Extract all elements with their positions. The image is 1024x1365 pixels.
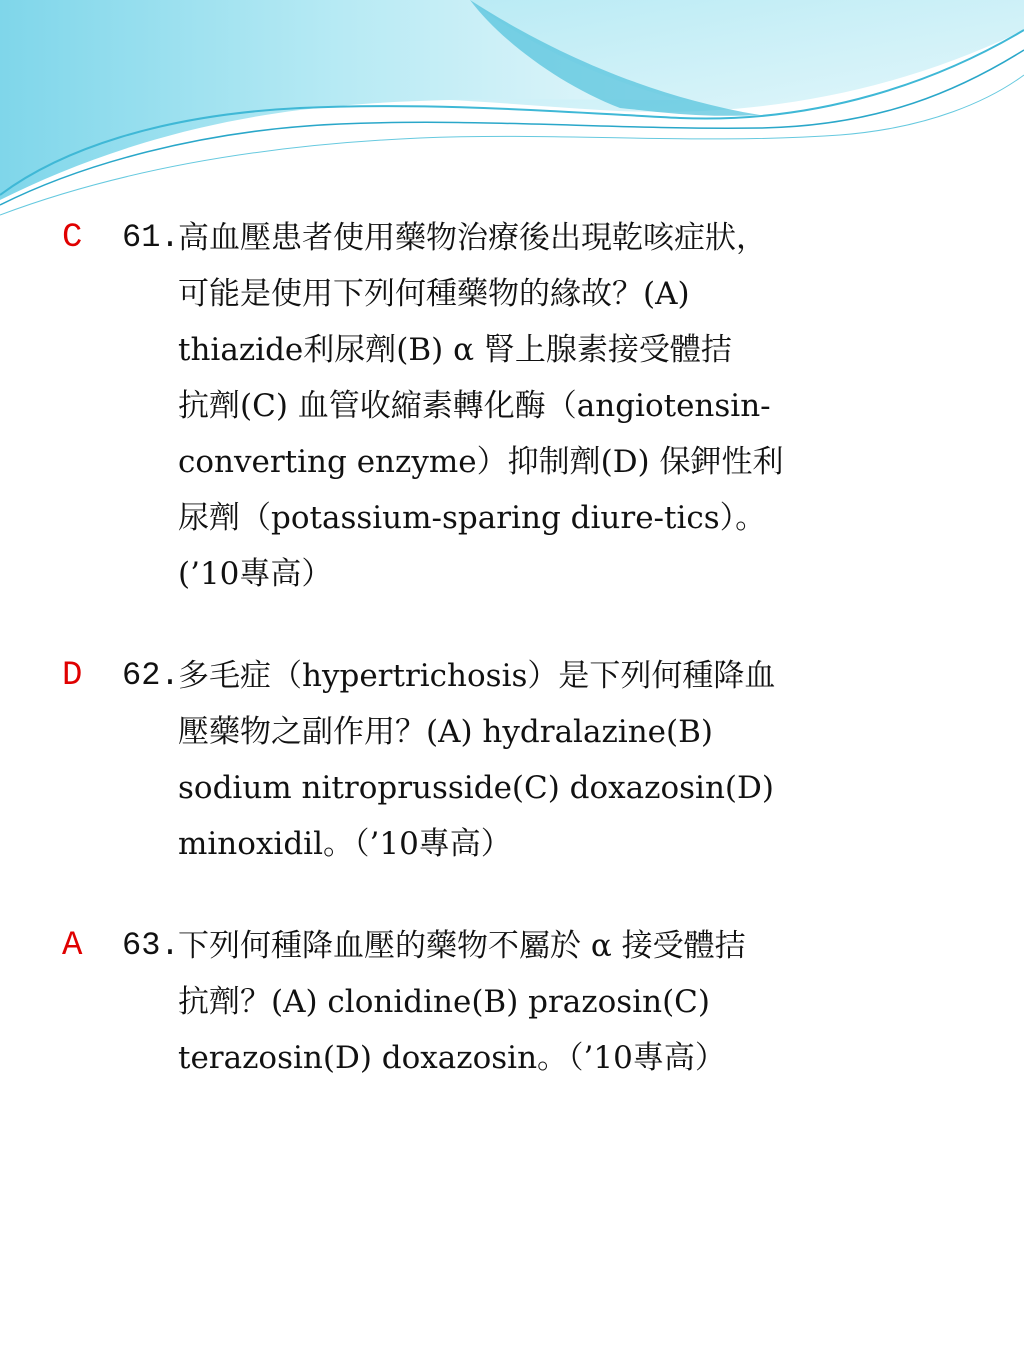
question-number: 62. bbox=[122, 657, 180, 694]
question-text: 下列何種降血壓的藥物不屬於 α 接受體拮 抗劑？(A) clonidine(B) prazosin(C) terazosin(D) doxazosin。（’10專高） bbox=[178, 928, 746, 1076]
question-number: 61. bbox=[122, 219, 180, 256]
answer-key: C bbox=[62, 219, 83, 257]
answer-key: D bbox=[62, 657, 83, 695]
answer-key: A bbox=[62, 927, 83, 965]
question-number: 63. bbox=[122, 927, 180, 964]
header-wave-decoration bbox=[0, 0, 1024, 240]
question-text: 多毛症（hypertrichosis）是下列何種降血 壓藥物之副作用？(A) hydralazine(B) sodium nitroprusside(C) doxazosin(D) minoxidil。（’10專高） bbox=[178, 658, 776, 862]
question-text: 高血壓患者使用藥物治療後出現乾咳症狀， 可能是使用下列何種藥物的緣故？(A) thiazide利尿劑(B) α 腎上腺素接受體拮 抗劑(C) 血管收縮素轉化酶（angiotensin- converting enzyme）抑制劑(D) 保鉀性利 尿劑（potassium-sparing diure-tics）。 (’10專高） bbox=[178, 220, 784, 592]
